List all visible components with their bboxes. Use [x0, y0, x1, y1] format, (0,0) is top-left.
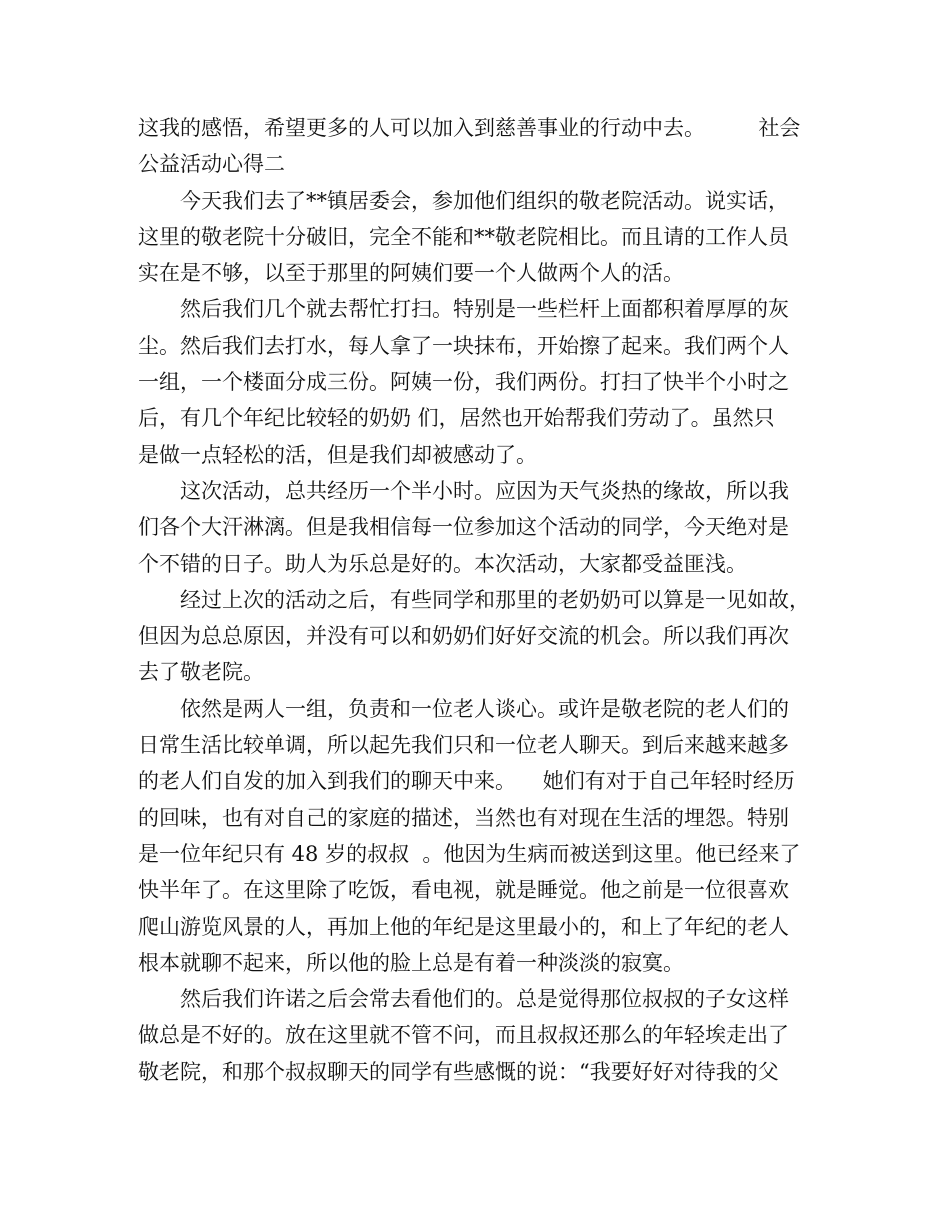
document-body: [138, 110, 822, 1090]
text-line: 然后我们几个就去帮忙打扫。特别是一些栏杆上面都积着厚厚的灰: [180, 297, 789, 322]
text-line: 尘。然后我们去打水，每人拿了一块抹布，开始擦了起来。我们两个人: [138, 333, 789, 358]
text-line: 这我的感悟，希望更多的人可以加入到慈善事业的行动中去。 社会: [138, 116, 801, 140]
text-line: 们各个大汗淋漓。但是我相信每一位参加这个活动的同学，今天绝对是: [138, 515, 789, 540]
text-line: 是一位年纪只有 48 岁的叔叔 。他因为生病而被送到这里。他已经来了: [138, 841, 801, 866]
text-line: 去了敬老院。: [138, 660, 264, 685]
text-line: 经过上次的活动之后，有些同学和那里的老奶奶可以算是一见如故，: [180, 587, 810, 612]
text-line: 日常生活比较单调，所以起先我们只和一位老人聊天。到后来越来越多: [138, 733, 789, 758]
text-line: 根本就聊不起来，所以他的脸上总是有着一种淡淡的寂寞。: [138, 950, 684, 975]
text-line: 爬山游览风景的人，再加上他的年纪是这里最小的，和上了年纪的老人: [138, 914, 789, 939]
text-line: 快半年了。在这里除了吃饭，看电视，就是睡觉。他之前是一位很喜欢: [138, 878, 789, 903]
text-line: 是做一点轻松的活，但是我们却被感动了。: [138, 442, 537, 467]
text-line: 的回味，也有对自己的家庭的描述，当然也有对现在生活的埋怨。特别: [138, 805, 789, 830]
text-line: 这次活动，总共经历一个半小时。应因为天气炎热的缘故，所以我: [180, 478, 789, 503]
text-line: 后，有几个年纪比较轻的奶奶 们，居然也开始帮我们劳动了。虽然只: [138, 406, 775, 431]
text-line: 今天我们去了**镇居委会，参加他们组织的敬老院活动。说实话，: [180, 188, 789, 213]
text-line: 实在是不够，以至于那里的阿姨们要一个人做两个人的活。: [138, 261, 684, 286]
text-line: 公益活动心得二: [138, 152, 285, 177]
text-line: 但因为总总原因，并没有可以和奶奶们好好交流的机会。所以我们再次: [138, 624, 789, 649]
text-line: 一组，一个楼面分成三份。阿姨一份，我们两份。打扫了快半个小时之: [138, 370, 789, 395]
text-line: 做总是不好的。放在这里就不管不问，而且叔叔还那么的年轻埃走出了: [138, 1023, 789, 1048]
text-line: 然后我们许诺之后会常去看他们的。总是觉得那位叔叔的子女这样: [180, 987, 789, 1012]
text-line: 的老人们自发的加入到我们的聊天中来。 她们有对于自己年轻时经历: [138, 769, 795, 794]
text-line: 依然是两人一组，负责和一位老人谈心。或许是敬老院的老人们的: [180, 696, 789, 721]
text-line: 敬老院，和那个叔叔聊天的同学有些感慨的说：“我要好好对待我的父: [138, 1059, 779, 1084]
text-line: 个不错的日子。助人为乐总是好的。本次活动，大家都受益匪浅。: [138, 551, 747, 576]
text-line: 这里的敬老院十分破旧，完全不能和**敬老院相比。而且请的工作人员: [138, 224, 789, 249]
